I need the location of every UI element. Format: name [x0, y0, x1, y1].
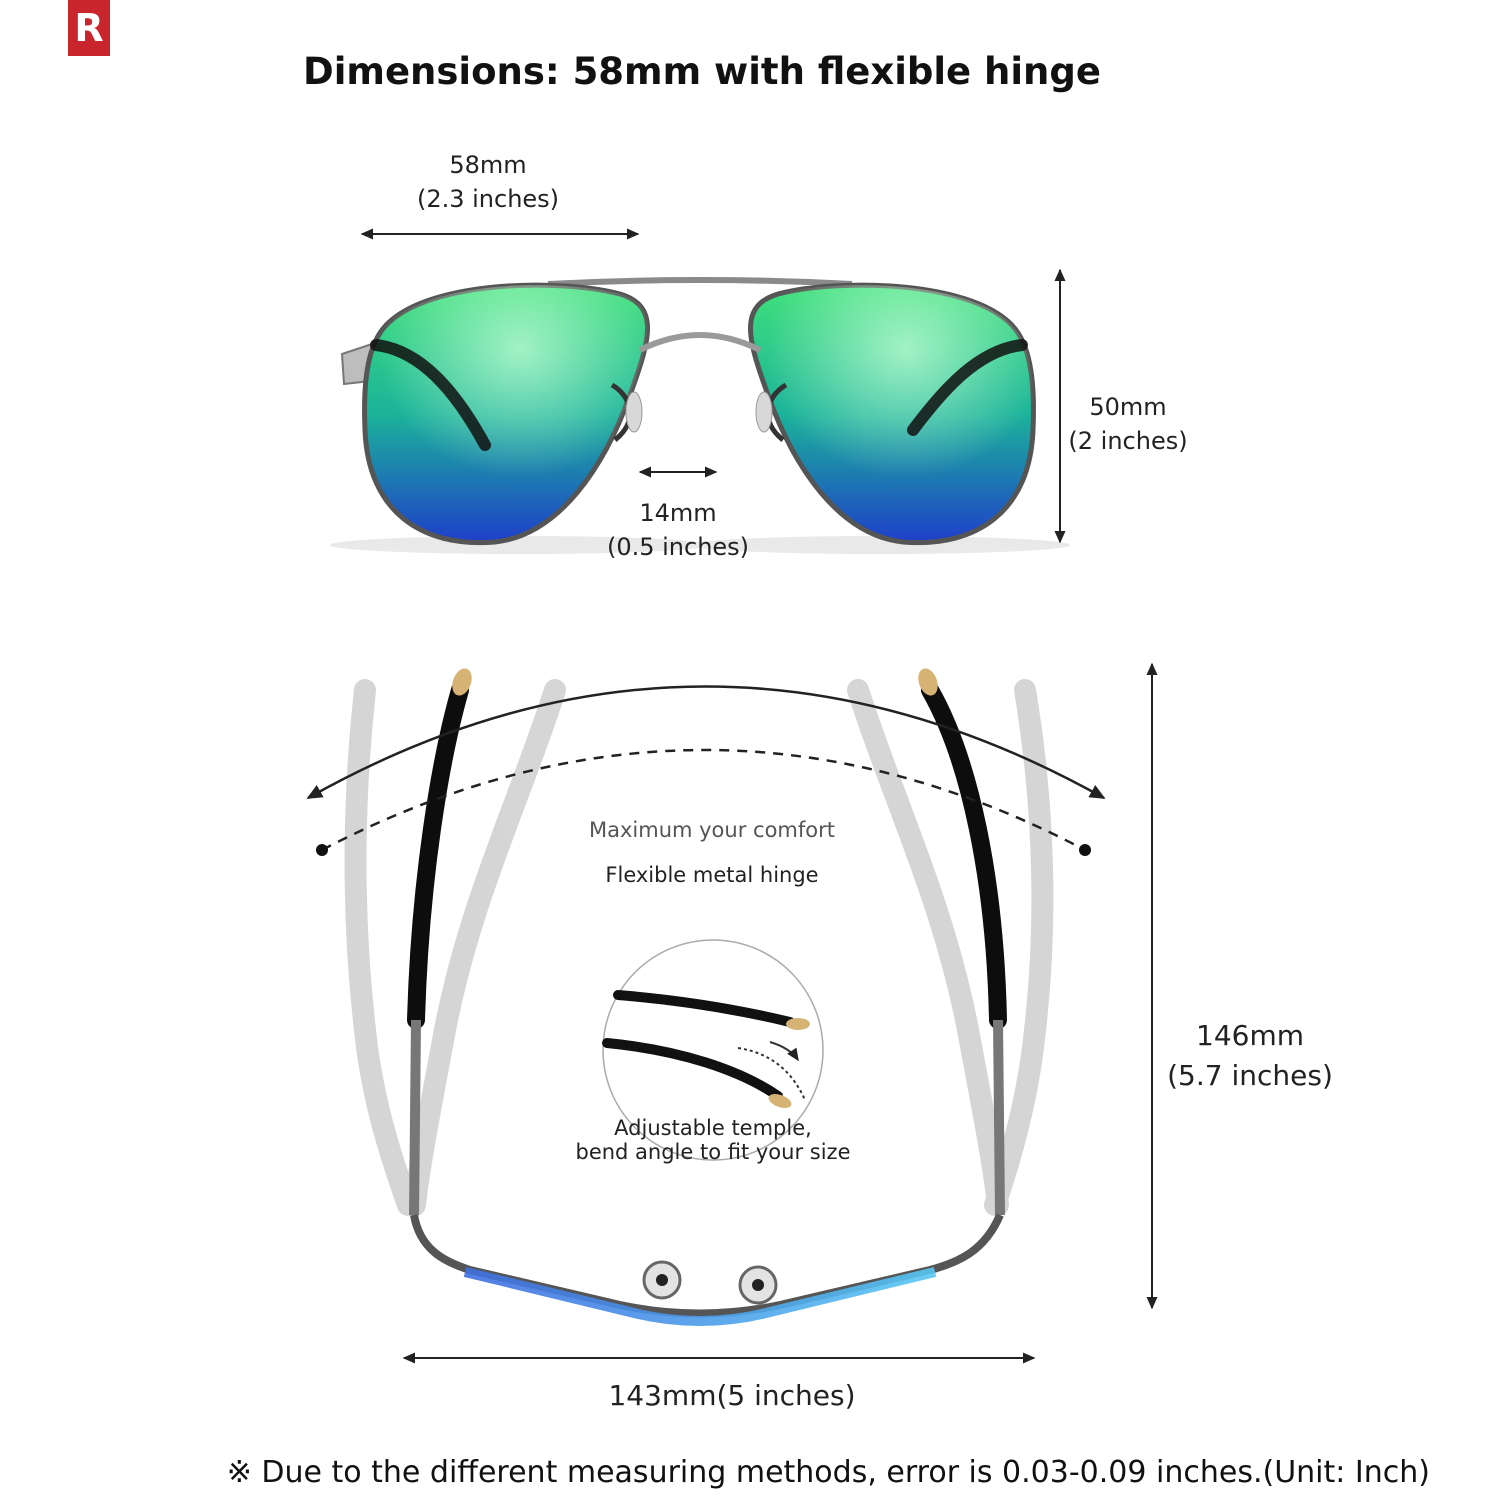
page-title: Dimensions: 58mm with flexible hinge	[303, 50, 1101, 93]
lens-height-inches: (2 inches)	[1068, 427, 1188, 455]
measurement-footnote: ※ Due to the different measuring methods, error is 0.03-0.09 inches.(Unit: Inch)	[226, 1455, 1430, 1490]
lens-width-label	[388, 148, 588, 216]
temple-length-inches: (5.7 inches)	[1167, 1059, 1333, 1092]
brand-logo: R	[68, 0, 110, 56]
bridge-label	[578, 496, 778, 564]
lens-height-label	[1030, 390, 1226, 458]
flex-arc-solid	[308, 687, 1104, 799]
lens-width-inches: (2.3 inches)	[416, 185, 560, 213]
inset-caption	[560, 1116, 866, 1164]
comfort-text: Maximum your comfort	[588, 818, 835, 842]
bridge-inches: (0.5 inches)	[606, 533, 750, 561]
bridge-mm: 14mm	[639, 499, 717, 527]
temple-length-mm: 146mm	[1196, 1019, 1304, 1052]
hinge-text: Flexible metal hinge	[605, 863, 819, 887]
inset-caption-line2: bend angle to fit your size	[575, 1140, 851, 1164]
lens-height-mm: 50mm	[1089, 393, 1167, 421]
lens-width-mm: 58mm	[449, 151, 527, 179]
frame-width-label: 143mm(5 inches)	[608, 1379, 856, 1412]
temple-length-label	[1150, 1016, 1350, 1096]
inset-caption-line1: Adjustable temple,	[614, 1116, 812, 1140]
